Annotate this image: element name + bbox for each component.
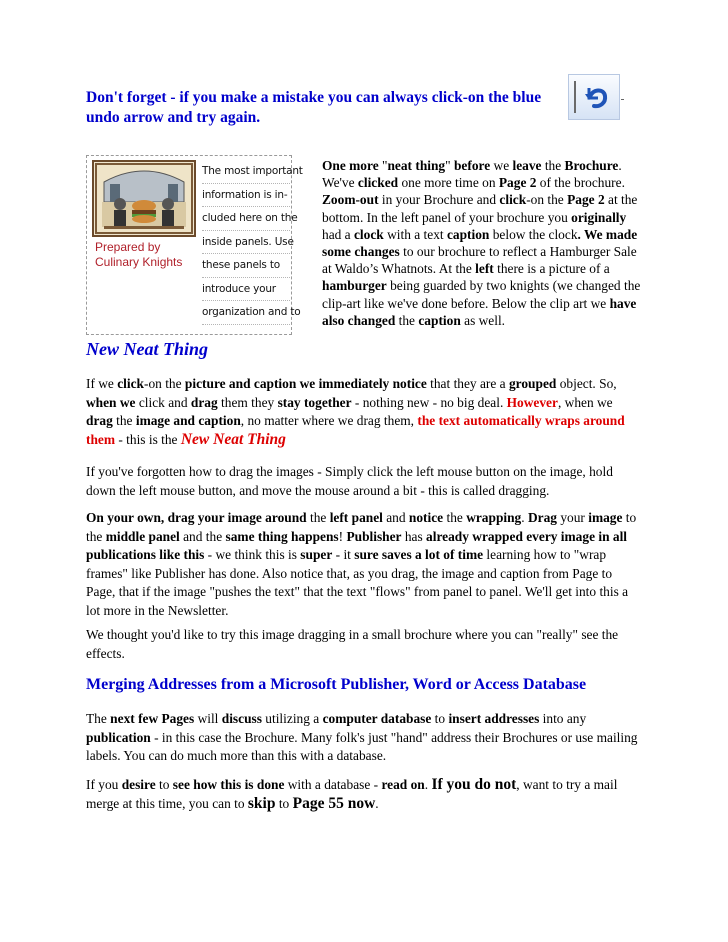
heading-merging-addresses: Merging Addresses from a Microsoft Publisher, Word or Access Database — [86, 676, 587, 693]
neat-thing-intro: One more "neat thing" before we leave the Brochure. We've clicked one more time on Page 2 of the brochure. Zoom-out in your Brochure and click-on the Page 2 at the bottom. In the left panel of your brochure you originally had a clock with a text caption below the clock. We made some changes to our brochure to reflect a Hamburger Sale at Waldo’s Whatnots. At the left there is a picture of a hamburger being guarded by two knights (we changed the clip-art like we've done before. Below the clip art we have also changed the caption as well. — [322, 158, 641, 328]
brochure-caption-line2: Culinary Knights — [95, 255, 183, 269]
paragraph-try-dragging: We thought you'd like to try this image dragging in a small brochure where you can "really" see the effects. — [86, 627, 619, 661]
undo-tip: Don't forget - if you make a mistake you can always click-on the blue undo arrow and try again. — [86, 89, 542, 126]
brochure-text-line: introduce your — [202, 278, 290, 302]
brochure-text-line: The most important — [202, 160, 290, 184]
paragraph-how-to-drag: If you've forgotten how to drag the images - Simply click the left mouse button on the image, hold down the left mouse button, and move the mouse around a bit - this is called dragging. — [86, 464, 613, 498]
undo-button[interactable] — [568, 74, 620, 120]
hamburger-knights-clipart[interactable] — [92, 160, 196, 237]
brochure-caption-line1: Prepared by — [95, 240, 161, 254]
brochure-text-line: inside panels. Use — [202, 231, 290, 255]
paragraph-read-on-or-skip: If you desire to see how this is done with a database - read on. If you do not, want to try a mail merge at this time, you can to skip to Page 55 now. — [86, 776, 618, 812]
heading-new-neat-thing: New Neat Thing — [86, 339, 209, 359]
brochure-text-line: these panels to — [202, 254, 290, 278]
brochure-text-line: cluded here on the — [202, 207, 290, 231]
brochure-panel-text — [202, 160, 303, 325]
knights-clipart-icon — [94, 162, 194, 235]
brochure-text-line: organization and to — [202, 301, 290, 325]
paragraph-drag-your-image: On your own, drag your image around the left panel and notice the wrapping. Drag your image to the middle panel and the same thing happens! Publisher has already wrapped every image in all publications like this - we think this is super - it sure saves a lot of time learning how to "wrap frames" like Publisher has done. Also notice that, as you drag, the image and caption from Page to Page, that if the image "pushes the text" that the text "flows" from panel to panel. We'll get into this a lot more in the Newsletter. — [86, 510, 637, 618]
brochure-text-line: information is in- — [202, 184, 290, 208]
undo-dropdown-tick — [621, 99, 624, 100]
toolbar-separator — [574, 81, 576, 113]
paragraph-grouped-object: If we click-on the picture and caption we immediately notice that they are a grouped object. So, when we click and drag them they stay together - nothing new - no big deal. However, when we drag the image and caption, no matter where we drag them, the text automatically wraps around them - this is the New Neat Thing — [86, 376, 625, 448]
undo-arrow-icon — [582, 83, 612, 113]
paragraph-database-intro: The next few Pages will discuss utilizing a computer database to insert addresses into any publication - in this case the Brochure. Many folk's just "hand" address their Brochures or use mailing labels. You can do much more than this with a database. — [86, 711, 638, 764]
